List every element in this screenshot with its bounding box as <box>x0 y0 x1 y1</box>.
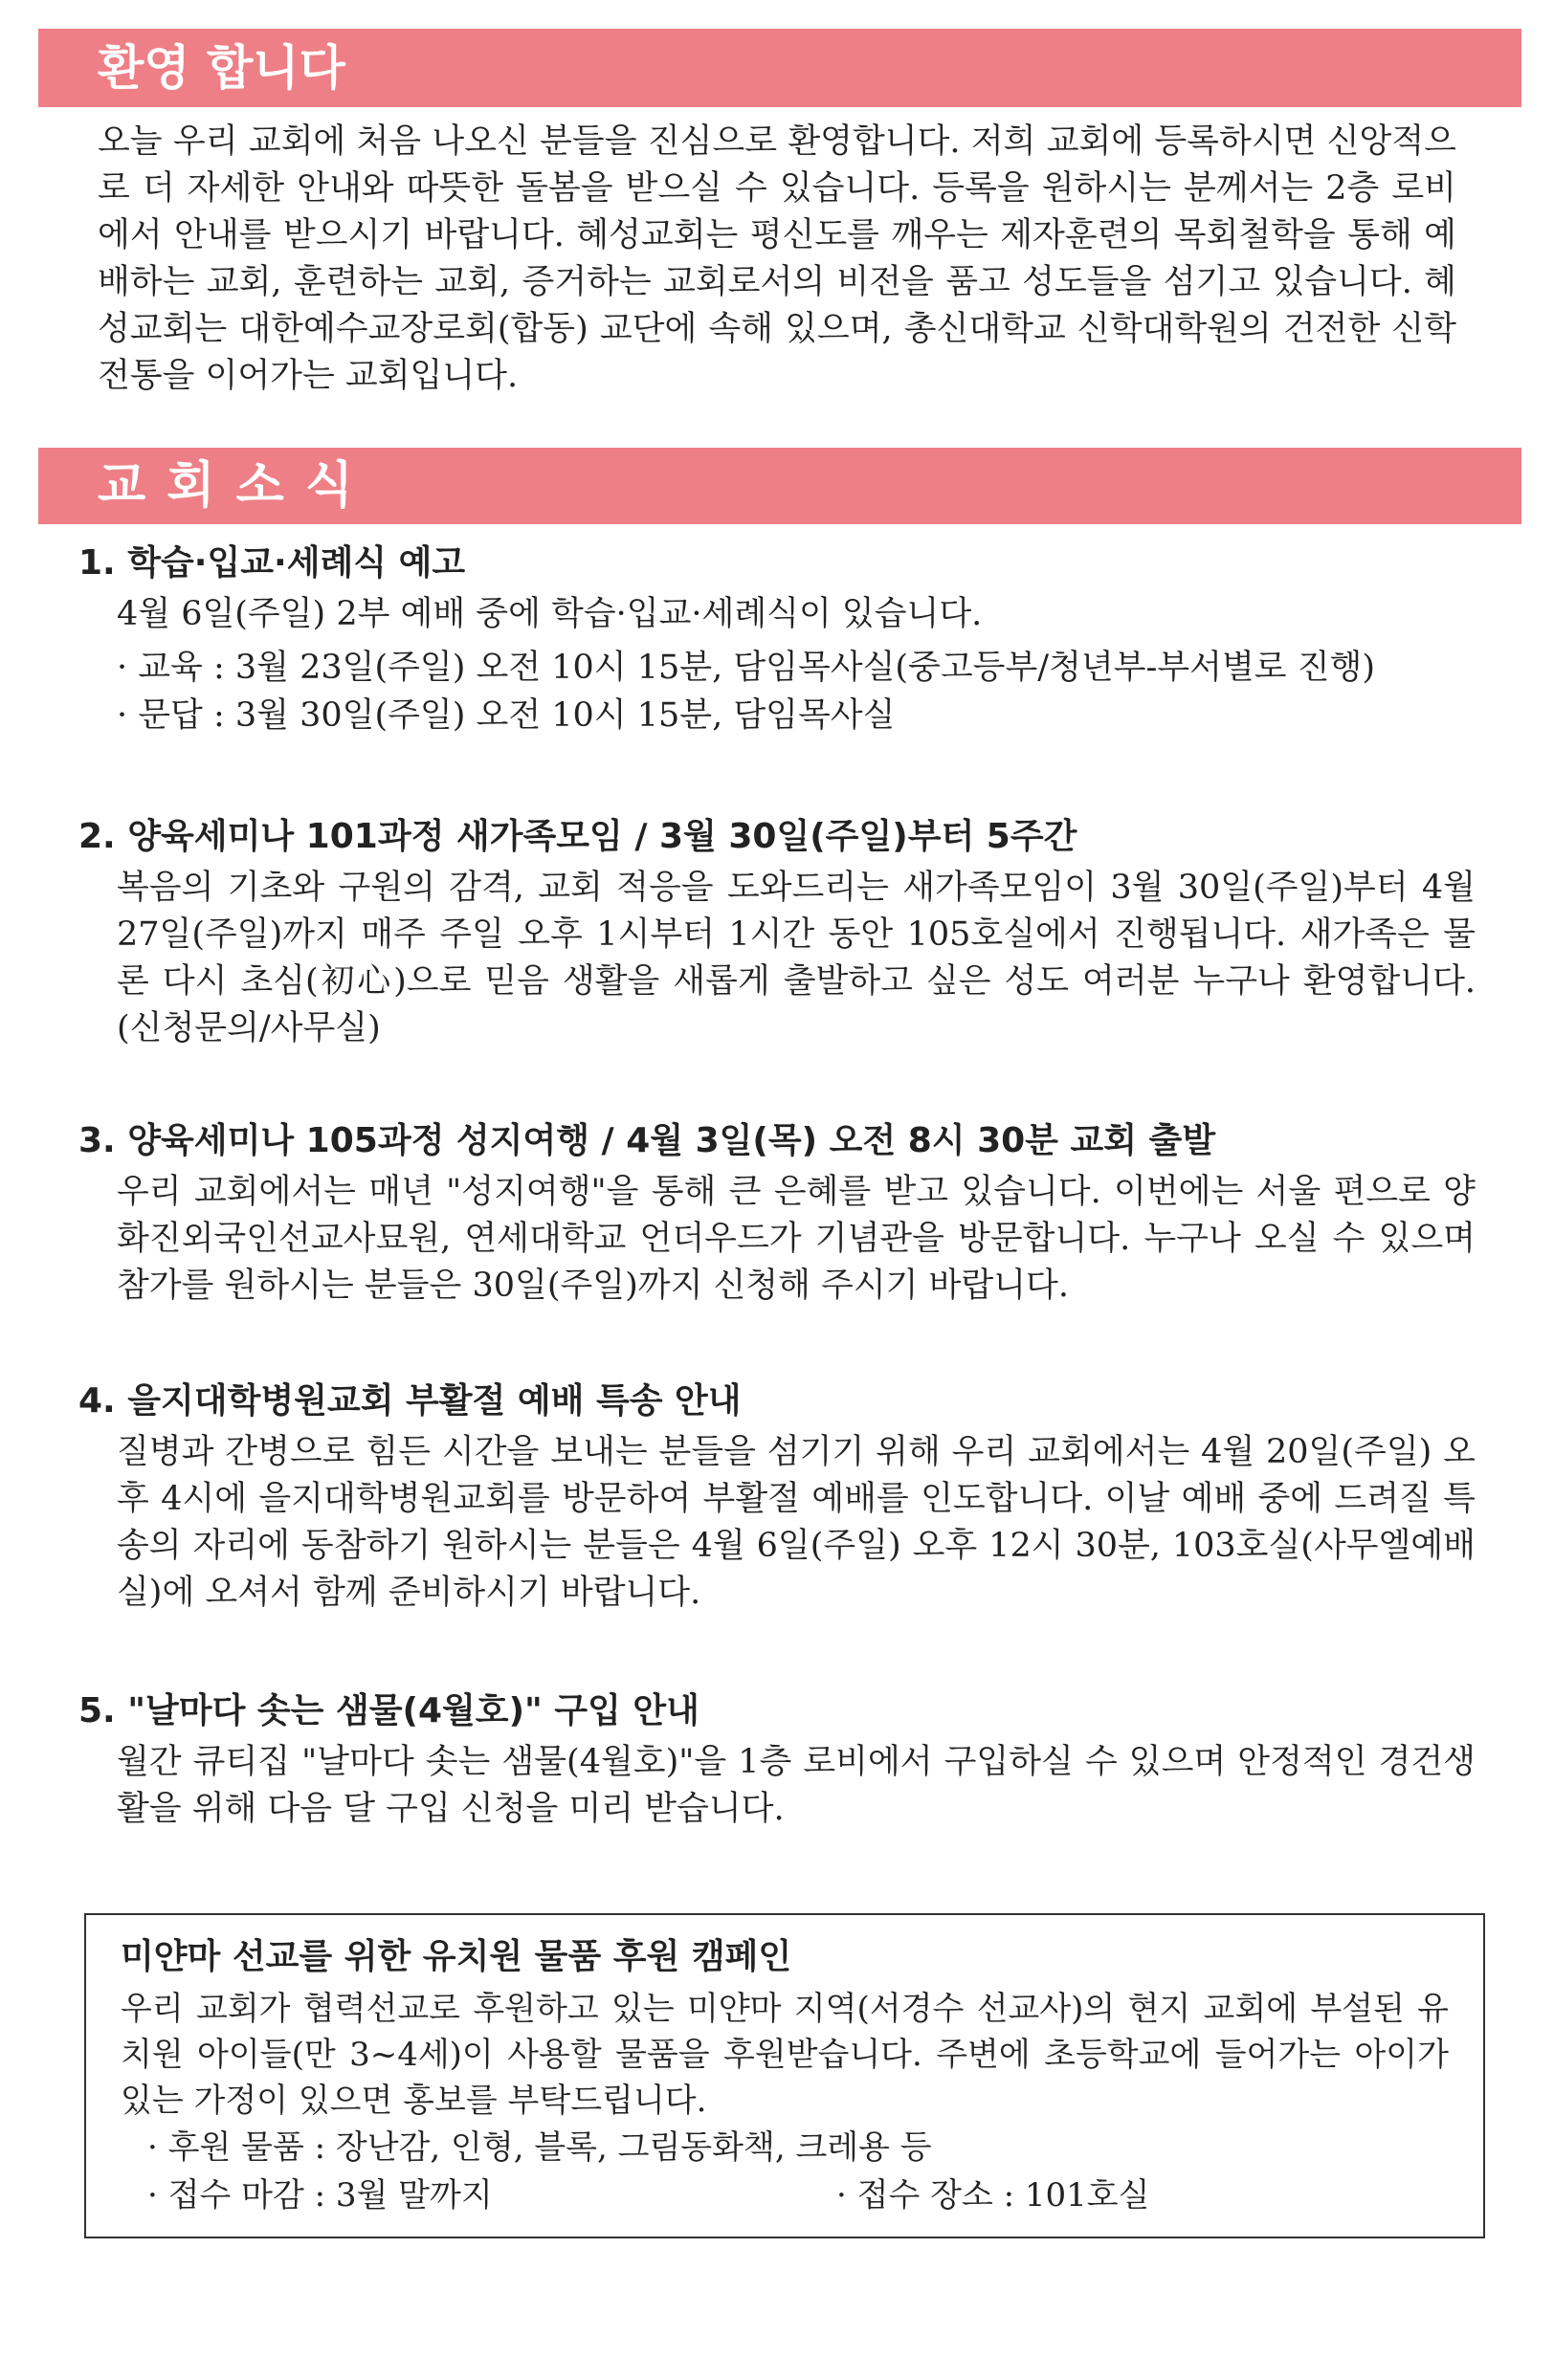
news-heading: 3. 양육세미나 105과정 성지여행 / 4월 3일(목) 오전 8시 30분 교회 출발 <box>78 1121 1216 1160</box>
welcome-banner <box>38 29 1521 107</box>
news-bullet: · 교육 : 3월 23일(주일) 오전 10시 15분, 담임목사실(중고등부/청년부-부서별로 진행) <box>117 649 1375 687</box>
campaign-items: · 후원 물품 : 장난감, 인형, 블록, 그림동화책, 크레용 등 <box>147 2128 932 2167</box>
news-body: 월간 큐티집 "날마다 솟는 샘물(4월호)"을 1층 로비에서 구입하실 수 있으며 안정적인 경건생활을 위해 다음 달 구입 신청을 미리 받습니다. <box>117 1743 1476 1828</box>
news-heading: 2. 양육세미나 101과정 새가족모임 / 3월 30일(주일)부터 5주간 <box>78 817 1077 856</box>
news-item <box>78 813 1495 1052</box>
campaign-title: 미얀마 선교를 위한 유치원 물품 후원 캠페인 <box>121 1937 792 1976</box>
news-item <box>78 1377 1495 1617</box>
news-body: 4월 6일(주일) 2부 예배 중에 학습·입교·세례식이 있습니다. <box>117 595 983 633</box>
campaign-body: 우리 교회가 협력선교로 후원하고 있는 미얀마 지역(서경수 선교사)의 현지 교회에 부설된 유치원 아이들(만 3~4세)이 사용할 물품을 후원받습니다. 주변에 초등학교에 들어가는 아이가 있는 가정이 있으면 홍보를 부탁드립니다. <box>121 1990 1449 2120</box>
welcome-text: 오늘 우리 교회에 처음 나오신 분들을 진심으로 환영합니다. 저희 교회에 등록하시면 신앙적으로 더 자세한 안내와 따뜻한 돌봄을 받으실 수 있습니다. 등록을 원하시는 분께서는 2층 로비에서 안내를 받으시기 바랍니다. 혜성교회는 평신도를 깨우는 제자훈련의 목회철학을 통해 예배하는 교회, 훈련하는 교회, 증거하는 교회로서의 비전을 품고 성도들을 섬기고 있습니다. 혜성교회는 대한예수교장로회(합동) 교단에 속해 있으며, 총신대학교 신학대학원의 건전한 신학전통을 이어가는 교회입니다. <box>98 122 1456 395</box>
news-banner <box>38 448 1521 524</box>
news-item <box>78 1117 1495 1310</box>
news-item <box>78 1687 1495 1833</box>
campaign-info-row <box>147 2171 1449 2219</box>
news-bullet: · 문답 : 3월 30일(주일) 오전 10시 15분, 담임목사실 <box>117 696 896 735</box>
campaign-place: · 접수 장소 : 101호실 <box>836 2176 1150 2215</box>
news-heading: 1. 학습·입교·세례식 예고 <box>78 543 466 583</box>
news-heading: 4. 을지대학병원교회 부활절 예배 특송 안내 <box>78 1381 742 1421</box>
news-heading: 5. "날마다 솟는 샘물(4월호)" 구입 안내 <box>78 1691 699 1730</box>
campaign-deadline: · 접수 마감 : 3월 말까지 <box>147 2176 493 2215</box>
news-item <box>78 540 1495 739</box>
news-body: 우리 교회에서는 매년 "성지여행"을 통해 큰 은혜를 받고 있습니다. 이번에는 서울 편으로 양화진외국인선교사묘원, 연세대학교 언더우드가 기념관을 방문합니다. 누구나 오실 수 있으며 참가를 원하시는 분들은 30일(주일)까지 신청해 주시기 바랍니다. <box>117 1173 1476 1305</box>
news-body: 질병과 간병으로 힘든 시간을 보내는 분들을 섬기기 위해 우리 교회에서는 4월 20일(주일) 오후 4시에 을지대학병원교회를 방문하여 부활절 예배를 인도합니다. 이날 예배 중에 드려질 특송의 자리에 동참하기 원하시는 분들은 4월 6일(주일) 오후 12시 30분, 103호실(사무엘예배실)에 오셔서 함께 준비하시기 바랍니다. <box>117 1433 1476 1612</box>
welcome-title: 환영 합니다 <box>98 40 345 96</box>
news-body: 복음의 기초와 구원의 감격, 교회 적응을 도와드리는 새가족모임이 3월 30일(주일)부터 4월 27일(주일)까지 매주 주일 오후 1시부터 1시간 동안 105호실에서 진행됩니다. 새가족은 물론 다시 초심(初心)으로 믿음 생활을 새롭게 출발하고 싶은 성도 여러분 누구나 환영합니다. (신청문의/사무실) <box>117 869 1476 1047</box>
campaign-items-row <box>147 2124 1449 2171</box>
news-bullet-list <box>117 644 1495 739</box>
news-title: 교회소식 <box>98 457 374 515</box>
campaign-box <box>84 1913 1485 2238</box>
